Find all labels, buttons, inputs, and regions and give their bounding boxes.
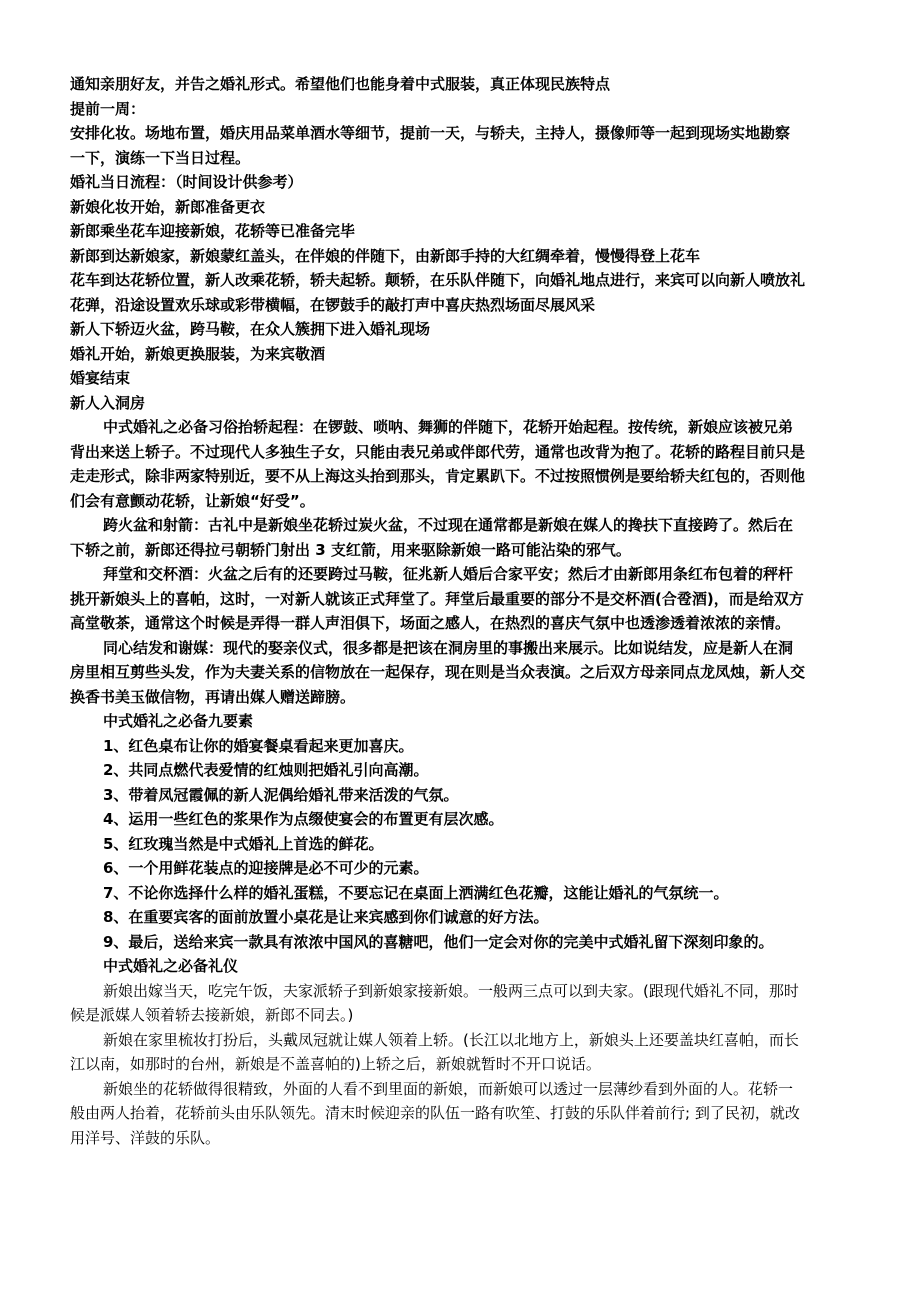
text-line: 花车到达花轿位置，新人改乘花轿，轿夫起轿。颠轿，在乐队伴随下，向婚礼地点进行，来宾可以向新人喷放礼 — [70, 271, 806, 289]
text-line: 提前一周： — [70, 99, 146, 118]
text-line: 婚礼当日流程：（时间设计供参考） — [70, 173, 303, 191]
text-line: 候是派媒人领着轿去接新娘，新郎不同去。) — [70, 1006, 354, 1024]
text-line: 跨火盆和射箭：古礼中是新娘坐花轿过炭火盆，不过现在通常都是新娘在媒人的搀扶下直接跨了。然后在 — [103, 516, 794, 534]
text-line: 中式婚礼之必备习俗抬轿起程：在锣鼓、唢呐、舞狮的伴随下，花轿开始起程。按传统，新娘应该被兄弟 — [103, 418, 794, 436]
text-line: 新娘化妆开始，新郎准备更衣 — [70, 197, 266, 216]
text-line: 1、红色桌布让你的婚宴餐桌看起来更加喜庆。 — [103, 736, 414, 755]
text-line: 5、红玫瑰当然是中式婚礼上首选的鲜花。 — [103, 834, 384, 853]
text-line: 房里相互剪些头发，作为夫妻关系的信物放在一起保存，现在则是当众表演。之后双方母亲同点龙凤烛，新人交 — [70, 663, 806, 681]
text-line: 中式婚礼之必备九要素 — [103, 712, 254, 730]
text-line: 一下，演练一下当日过程。 — [70, 148, 251, 167]
text-line: 新郎到达新娘家，新娘蒙红盖头，在伴娘的伴随下，由新郎手持的大红绸牵着，慢慢得登上花车 — [70, 246, 701, 265]
text-line: 9、最后，送给来宾一款具有浓浓中国风的喜糖吧，他们一定会对你的完美中式婚礼留下深刻印象的。 — [103, 932, 774, 951]
text-line: 高堂敬茶，通常这个时候是弄得一群人声泪俱下，场面之感人，在热烈的喜庆气氛中也透渗透着浓浓的亲情。 — [70, 614, 791, 632]
document-page — [70, 72, 870, 1150]
text-line: 走走形式，除非两家特别近，要不从上海这头抬到那头，肯定累趴下。不过按照惯例是要给轿夫红包的，否则他 — [70, 467, 806, 485]
text-line: 们会有意颤动花轿，让新娘“好受”。 — [70, 491, 315, 510]
text-line: 新娘坐的花轿做得很精致，外面的人看不到里面的新娘，而新娘可以透过一层薄纱看到外面的人。花轿一 — [103, 1079, 794, 1098]
text-line: 新人下轿迈火盆，跨马鞍，在众人簇拥下进入婚礼现场 — [70, 320, 431, 338]
text-line: 拜堂和交杯酒：火盆之后有的还要跨过马鞍，征兆新人婚后合家平安；然后才由新郎用条红布包着的秤杆 — [103, 565, 794, 583]
text-line: 婚宴结束 — [70, 369, 131, 387]
text-line: 安排化妆。场地布置，婚庆用品菜单酒水等细节，提前一天，与轿夫，主持人，摄像师等一起到现场实地勘察 — [70, 124, 791, 142]
text-line: 6、一个用鲜花装点的迎接牌是必不可少的元素。 — [103, 859, 429, 877]
text-line: 新娘在家里梳妆打扮后，头戴凤冠就让媒人领着上轿。(长江以北地方上，新娘头上还要盖块红喜帕，而长 — [103, 1030, 799, 1049]
text-line: 4、运用一些红色的浆果作为点缀使宴会的布置更有层次感。 — [103, 810, 504, 828]
text-line: 新人入洞房 — [70, 393, 146, 412]
text-line: 用洋号、洋鼓的乐队。 — [70, 1128, 221, 1147]
text-line: 通知亲朋好友，并告之婚礼形式。希望他们也能身着中式服装，真正体现民族特点 — [70, 75, 611, 93]
text-line: 8、在重要宾客的面前放置小桌花是让来宾感到你们诚意的好方法。 — [103, 908, 549, 926]
text-line: 3、带着凤冠霞佩的新人泥偶给婚礼带来活泼的气氛。 — [103, 785, 459, 804]
text-line: 江以南，如那时的台州，新娘是不盖喜帕的)上轿之后，新娘就暂时不开口说话。 — [70, 1055, 601, 1073]
text-line: 下轿之前，新郎还得拉弓朝轿门射出 3 支红箭，用来驱除新娘一路可能沾染的邪气。 — [70, 540, 631, 559]
text-line: 婚礼开始，新娘更换服装，为来宾敬酒 — [70, 344, 326, 363]
text-line: 背出来送上轿子。不过现代人多独生子女，只能由表兄弟或伴郎代劳，通常也改背为抱了。花轿的路程目前只是 — [70, 442, 806, 461]
text-line: 新郎乘坐花车迎接新娘，花轿等已准备完毕 — [70, 222, 356, 240]
text-line: 中式婚礼之必备礼仪 — [103, 957, 239, 975]
text-line: 2、共同点燃代表爱情的红烛则把婚礼引向高潮。 — [103, 761, 429, 779]
text-line: 挑开新娘头上的喜帕，这时，一对新人就该正式拜堂了。拜堂后最重要的部分不是交杯酒(合卺酒)，而是给双方 — [70, 589, 804, 608]
text-line: 换香书美玉做信物，再请出媒人赠送蹄膀。 — [70, 687, 356, 706]
text-line: 般由两人抬着，花轿前头由乐队领先。清末时候迎亲的队伍一路有吹笙、打鼓的乐队伴着前行; 到了民初，就改 — [70, 1104, 800, 1122]
text-line: 新娘出嫁当天，吃完午饭，夫家派轿子到新娘家接新娘。一般两三点可以到夫家。(跟现代婚礼不同，那时 — [103, 981, 799, 1000]
text-line: 花弹，沿途设置欢乐球或彩带横幅，在锣鼓手的敲打声中喜庆热烈场面尽展风采 — [70, 295, 596, 314]
text-line: 7、不论你选择什么样的婚礼蛋糕，不要忘记在桌面上洒满红色花瓣，这能让婚礼的气氛统一。 — [103, 883, 729, 902]
text-line: 同心结发和谢媒：现代的娶亲仪式，很多都是把该在洞房里的事搬出来展示。比如说结发，应是新人在洞 — [103, 638, 794, 657]
